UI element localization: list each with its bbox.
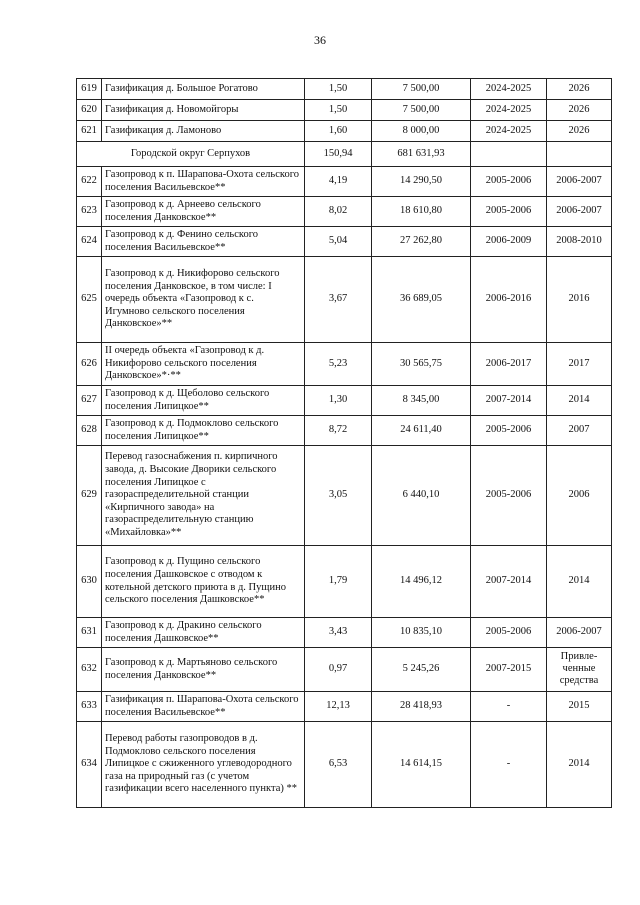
object-cost: 10 835,10 bbox=[372, 618, 471, 648]
row-number: 622 bbox=[77, 167, 102, 197]
object-year: 2006-2007 bbox=[547, 618, 612, 648]
object-year: 2007 bbox=[547, 416, 612, 446]
table-row bbox=[77, 79, 612, 100]
object-cost: 36 689,05 bbox=[372, 257, 471, 343]
object-period: 2005-2006 bbox=[471, 416, 547, 446]
object-year: 2015 bbox=[547, 692, 612, 722]
page-number: 36 bbox=[314, 33, 326, 47]
object-cost: 8 000,00 bbox=[372, 121, 471, 142]
object-cost: 6 440,10 bbox=[372, 446, 471, 546]
table-row bbox=[77, 167, 612, 197]
table-row bbox=[77, 343, 612, 386]
object-length: 1,79 bbox=[305, 546, 372, 618]
object-cost: 18 610,80 bbox=[372, 197, 471, 227]
object-period: 2006-2017 bbox=[471, 343, 547, 386]
object-period: 2005-2006 bbox=[471, 446, 547, 546]
row-number: 626 bbox=[77, 343, 102, 386]
row-number: 621 bbox=[77, 121, 102, 142]
object-year: 2026 bbox=[547, 100, 612, 121]
object-name: Перевод газоснабжения п. кирпичного завода, д. Высокие Дворики сельского поселения Липицкое с газораспределительной станции «Кирпичного завода» на газораспределительную станцию «Михайловка»** bbox=[102, 446, 305, 546]
object-year: 2026 bbox=[547, 79, 612, 100]
subtotal-year bbox=[547, 142, 612, 167]
row-number: 630 bbox=[77, 546, 102, 618]
object-name: Газопровод к д. Никифорово сельского поселения Данковское, в том числе: I очередь объекта «Газопровод к с. Игумново сельского поселения Данковское»** bbox=[102, 257, 305, 343]
object-period: 2024-2025 bbox=[471, 79, 547, 100]
table-row bbox=[77, 546, 612, 618]
object-period: - bbox=[471, 692, 547, 722]
object-length: 6,53 bbox=[305, 722, 372, 808]
subtotal-label: Городской округ Серпухов bbox=[77, 142, 305, 167]
row-number: 631 bbox=[77, 618, 102, 648]
object-name: Газопровод к д. Арнеево сельского поселения Данковское** bbox=[102, 197, 305, 227]
object-period: 2005-2006 bbox=[471, 197, 547, 227]
object-name: Газификация д. Ламоново bbox=[102, 121, 305, 142]
object-name: Газификация п. Шарапова-Охота сельского поселения Васильевское** bbox=[102, 692, 305, 722]
object-name: Газопровод к п. Шарапова-Охота сельского поселения Васильевское** bbox=[102, 167, 305, 197]
subtotal-period bbox=[471, 142, 547, 167]
row-number: 634 bbox=[77, 722, 102, 808]
subtotal-row bbox=[77, 142, 612, 167]
object-year: 2014 bbox=[547, 386, 612, 416]
table-row bbox=[77, 197, 612, 227]
object-length: 4,19 bbox=[305, 167, 372, 197]
object-year: 2026 bbox=[547, 121, 612, 142]
row-number: 625 bbox=[77, 257, 102, 343]
object-year: 2016 bbox=[547, 257, 612, 343]
row-number: 628 bbox=[77, 416, 102, 446]
object-name: Газопровод к д. Фенино сельского поселения Васильевское** bbox=[102, 227, 305, 257]
object-length: 5,04 bbox=[305, 227, 372, 257]
object-cost: 27 262,80 bbox=[372, 227, 471, 257]
table-row bbox=[77, 446, 612, 546]
object-year: 2014 bbox=[547, 722, 612, 808]
object-name: Газопровод к д. Пущино сельского поселения Дашковское с отводом к котельной детского приюта в д. Пущино сельского поселения Дашковское** bbox=[102, 546, 305, 618]
object-period: 2007-2015 bbox=[471, 648, 547, 692]
object-name: Газификация д. Большое Рогатово bbox=[102, 79, 305, 100]
row-number: 632 bbox=[77, 648, 102, 692]
object-length: 0,97 bbox=[305, 648, 372, 692]
object-name: Перевод работы газопроводов в д. Подмоклово сельского поселения Липицкое с сжиженного углеводородного газа на природный газ (с учетом газификации всего населенного пункта) ** bbox=[102, 722, 305, 808]
object-length: 1,50 bbox=[305, 79, 372, 100]
table-row bbox=[77, 100, 612, 121]
object-cost: 7 500,00 bbox=[372, 100, 471, 121]
object-name: Газопровод к д. Подмоклово сельского поселения Липицкое** bbox=[102, 416, 305, 446]
object-cost: 8 345,00 bbox=[372, 386, 471, 416]
table-row bbox=[77, 257, 612, 343]
object-cost: 14 290,50 bbox=[372, 167, 471, 197]
object-cost: 5 245,26 bbox=[372, 648, 471, 692]
table-row bbox=[77, 386, 612, 416]
row-number: 620 bbox=[77, 100, 102, 121]
object-cost: 30 565,75 bbox=[372, 343, 471, 386]
table-row bbox=[77, 648, 612, 692]
object-name: Газификация д. Новомойгоры bbox=[102, 100, 305, 121]
object-period: 2006-2016 bbox=[471, 257, 547, 343]
object-length: 1,60 bbox=[305, 121, 372, 142]
object-name: Газопровод к д. Дракино сельского поселения Дашковское** bbox=[102, 618, 305, 648]
gas-objects-table bbox=[76, 78, 612, 808]
table-row bbox=[77, 618, 612, 648]
object-length: 3,43 bbox=[305, 618, 372, 648]
object-name: Газопровод к д. Щеболово сельского поселения Липицкое** bbox=[102, 386, 305, 416]
object-period: - bbox=[471, 722, 547, 808]
object-period: 2024-2025 bbox=[471, 100, 547, 121]
object-year: 2006 bbox=[547, 446, 612, 546]
object-length: 3,67 bbox=[305, 257, 372, 343]
object-length: 5,23 bbox=[305, 343, 372, 386]
object-period: 2007-2014 bbox=[471, 546, 547, 618]
object-period: 2007-2014 bbox=[471, 386, 547, 416]
row-number: 619 bbox=[77, 79, 102, 100]
object-cost: 7 500,00 bbox=[372, 79, 471, 100]
object-length: 12,13 bbox=[305, 692, 372, 722]
object-cost: 24 611,40 bbox=[372, 416, 471, 446]
object-period: 2005-2006 bbox=[471, 618, 547, 648]
object-name: II очередь объекта «Газопровод к д. Никифорово сельского поселения Данковское»*·** bbox=[102, 343, 305, 386]
table-row bbox=[77, 121, 612, 142]
object-cost: 14 614,15 bbox=[372, 722, 471, 808]
object-length: 8,02 bbox=[305, 197, 372, 227]
object-period: 2006-2009 bbox=[471, 227, 547, 257]
object-period: 2005-2006 bbox=[471, 167, 547, 197]
table-row bbox=[77, 227, 612, 257]
object-length: 8,72 bbox=[305, 416, 372, 446]
row-number: 627 bbox=[77, 386, 102, 416]
table-row bbox=[77, 722, 612, 808]
object-length: 3,05 bbox=[305, 446, 372, 546]
object-year: 2006-2007 bbox=[547, 167, 612, 197]
object-year: 2014 bbox=[547, 546, 612, 618]
row-number: 623 bbox=[77, 197, 102, 227]
row-number: 624 bbox=[77, 227, 102, 257]
object-year: 2008-2010 bbox=[547, 227, 612, 257]
object-year: 2006-2007 bbox=[547, 197, 612, 227]
subtotal-length: 150,94 bbox=[305, 142, 372, 167]
row-number: 633 bbox=[77, 692, 102, 722]
object-name: Газопровод к д. Мартьяново сельского поселения Данковское** bbox=[102, 648, 305, 692]
object-year: 2017 bbox=[547, 343, 612, 386]
table-row bbox=[77, 416, 612, 446]
object-length: 1,50 bbox=[305, 100, 372, 121]
row-number: 629 bbox=[77, 446, 102, 546]
table-row bbox=[77, 692, 612, 722]
object-cost: 28 418,93 bbox=[372, 692, 471, 722]
subtotal-cost: 681 631,93 bbox=[372, 142, 471, 167]
object-year-text: Привле-ченные средства bbox=[559, 651, 599, 687]
object-period: 2024-2025 bbox=[471, 121, 547, 142]
object-length: 1,30 bbox=[305, 386, 372, 416]
object-year bbox=[547, 648, 612, 692]
object-cost: 14 496,12 bbox=[372, 546, 471, 618]
